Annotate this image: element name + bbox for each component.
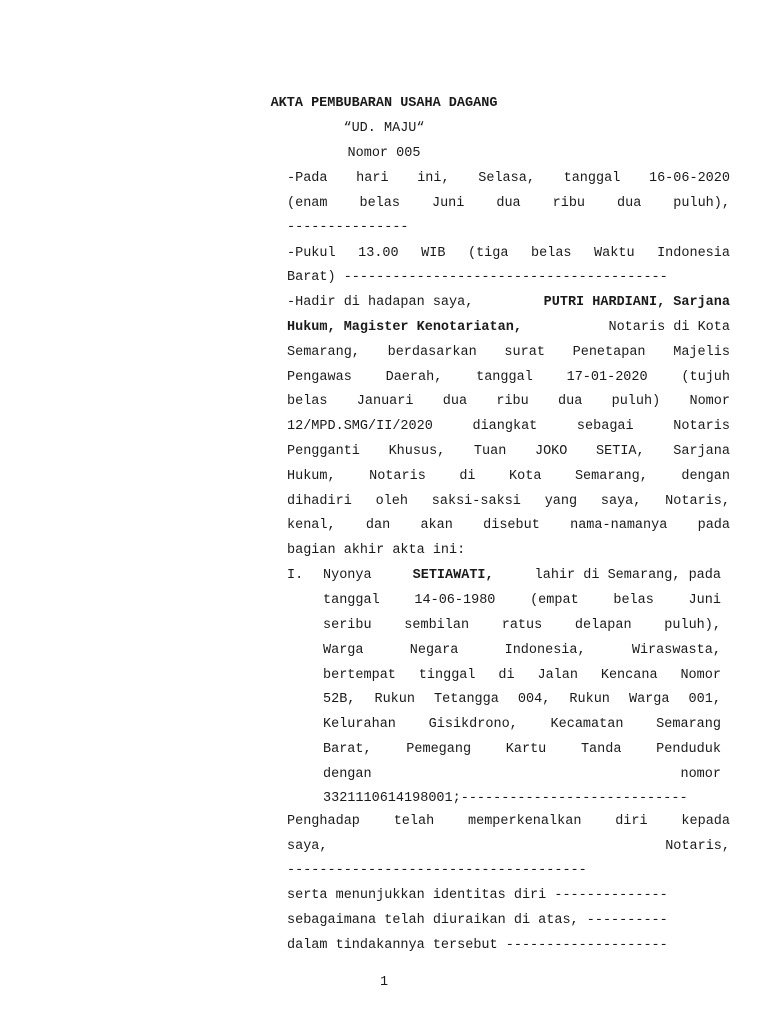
document-title: AKTA PEMBUBARAN USAHA DAGANG [270,96,498,111]
body-line [287,812,730,832]
word: ini, [417,171,450,186]
body-line-text: -Hadir di hadapan saya, [287,295,474,310]
word: Tetangga [434,692,499,707]
body-line [287,467,730,487]
word: Penghadap [287,814,360,829]
word: 004, [517,692,551,707]
word: oleh [375,494,408,509]
word: Sarjana [673,444,730,459]
word: Kencana [600,668,658,683]
word: 52B, [323,692,356,707]
word: Kota [509,469,542,484]
item-line [323,591,721,611]
word: Notaris [369,469,426,484]
word: belas [287,394,328,409]
body-line [287,194,730,214]
word: dan [365,518,391,533]
word: dua [617,196,642,211]
item-line: 3321110614198001;---------------------------- [323,791,688,806]
word: Indonesia [657,246,730,261]
body-line [287,417,730,437]
word: Tuan [473,444,507,459]
body-line: serta menunjukkan identitas diri -------------- [287,888,668,903]
word: Negara [409,643,459,658]
word: puluh), [673,196,730,211]
notary-degree: Hukum, Magister Kenotariatan, [287,320,522,335]
word: Warga [323,643,364,658]
word: Daerah, [385,370,443,385]
word: Jalan [537,668,578,683]
word: berdasarkan [387,345,477,360]
word: dua [558,394,583,409]
word: pada [697,518,730,533]
body-line [287,368,730,388]
item-line [323,715,721,735]
word: Nomor [680,668,721,683]
body-line: --------------- [287,220,409,235]
word: Semarang [656,717,721,732]
word: kepada [681,814,730,829]
word: Waktu [594,246,635,261]
item-line [323,566,721,586]
item-line [323,666,721,686]
item-line [323,690,721,710]
word: Pemegang [406,742,472,757]
body-line [287,442,730,462]
word: Barat, [323,742,372,757]
word: saya, [287,839,328,854]
word: nomor [680,767,721,782]
word: bertempat [323,668,396,683]
word: seribu [323,618,372,633]
word: diri [615,814,648,829]
word: belas [531,246,572,261]
word: puluh), [664,618,721,633]
word: dua [496,196,521,211]
word: (empat [530,593,579,608]
body-line [287,169,730,189]
word: Warga [628,692,670,707]
body-line-text: Notaris di Kota [608,320,730,335]
word: JOKO [534,444,568,459]
word: ratus [501,618,543,633]
word: ribu [552,196,586,211]
word: Juni [431,196,465,211]
word: 16-06-2020 [648,171,730,186]
word: Kecamatan [550,717,624,732]
word: Rukun [374,692,415,707]
word: memperkenalkan [468,814,582,829]
word: Semarang, [574,469,648,484]
word: dihadiri [287,494,352,509]
appearance-line [287,293,730,313]
word: Wiraswasta, [631,643,721,658]
word: Kelurahan [323,717,396,732]
word: saksi-saksi [431,494,521,509]
word: sebagai [576,419,634,434]
word: telah [393,814,435,829]
item-line [323,740,721,760]
body-line: ------------------------------------- [287,863,587,878]
item-text: Nyonya [323,568,372,583]
word: Penduduk [656,742,721,757]
word: Penetapan [572,345,646,360]
item-text: lahir di Semarang, pada [534,568,721,583]
word: akan [420,518,453,533]
word: Pengganti [287,444,360,459]
word: sembilan [404,618,470,633]
word: Notaris [673,419,730,434]
word: Nomor [689,394,730,409]
body-line [287,492,730,512]
word: di [498,668,515,683]
word: Notaris, [665,839,730,854]
body-line: dalam tindakannya tersebut -------------------- [287,938,668,953]
word: 12/MPD.SMG/II/2020 [287,419,433,434]
body-line [287,244,730,264]
word: Kartu [505,742,547,757]
word: belas [613,593,654,608]
word: ribu [496,394,529,409]
word: 13.00 [358,246,399,261]
word: (tiga [467,246,509,261]
appearance-line [287,318,730,338]
list-marker: I. [287,568,304,583]
word: puluh) [611,394,661,409]
word: 17-01-2020 [566,370,648,385]
item-line [323,616,721,636]
word: disebut [483,518,540,533]
word: -Pada [287,171,328,186]
word: belas [359,196,400,211]
body-line [287,837,730,857]
word: di [459,469,476,484]
notary-name: PUTRI HARDIANI, Sarjana [543,295,730,310]
word: Januari [356,394,414,409]
word: 14-06-1980 [414,593,496,608]
word: surat [504,345,545,360]
body-line [287,516,730,536]
word: dengan [681,469,730,484]
word: tinggal [418,668,476,683]
word: Semarang, [287,345,360,360]
word: (tujuh [681,370,730,385]
word: SETIA, [596,444,645,459]
word: Indonesia, [504,643,586,658]
word: dengan [323,767,372,782]
word: tanggal [323,593,380,608]
word: nama-namanya [570,518,668,533]
party-name: SETIAWATI, [412,568,494,583]
word: Majelis [673,345,730,360]
document-number: Nomor 005 [347,146,421,161]
body-line [287,343,730,363]
word: Juni [688,593,721,608]
body-line [287,392,730,412]
word: tanggal [476,370,533,385]
word: dua [442,394,468,409]
word: WIB [421,246,446,261]
word: Rukun [569,692,610,707]
word: yang [544,494,578,509]
company-name: “UD. MAJU“ [343,121,425,136]
word: Selasa, [478,171,535,186]
word: Pengawas [287,370,352,385]
word: 001, [688,692,721,707]
word: saya, [600,494,642,509]
word: Hukum, [287,469,336,484]
word: -Pukul [287,246,336,261]
word: (enam [287,196,328,211]
word: Khusus, [388,444,446,459]
page-number: 1 [379,975,389,990]
item-line [323,765,721,785]
word: Tanda [580,742,622,757]
word: Notaris, [665,494,730,509]
body-line: bagian akhir akta ini: [287,543,466,558]
word: delapan [574,618,632,633]
word: Gisikdrono, [428,717,518,732]
word: diangkat [472,419,538,434]
body-line: sebagaimana telah diuraikan di atas, ---------- [287,913,668,928]
word: tanggal [563,171,621,186]
item-line [323,641,721,661]
body-line: Barat) ---------------------------------------- [287,270,668,285]
word: hari [356,171,389,186]
word: kenal, [287,518,336,533]
